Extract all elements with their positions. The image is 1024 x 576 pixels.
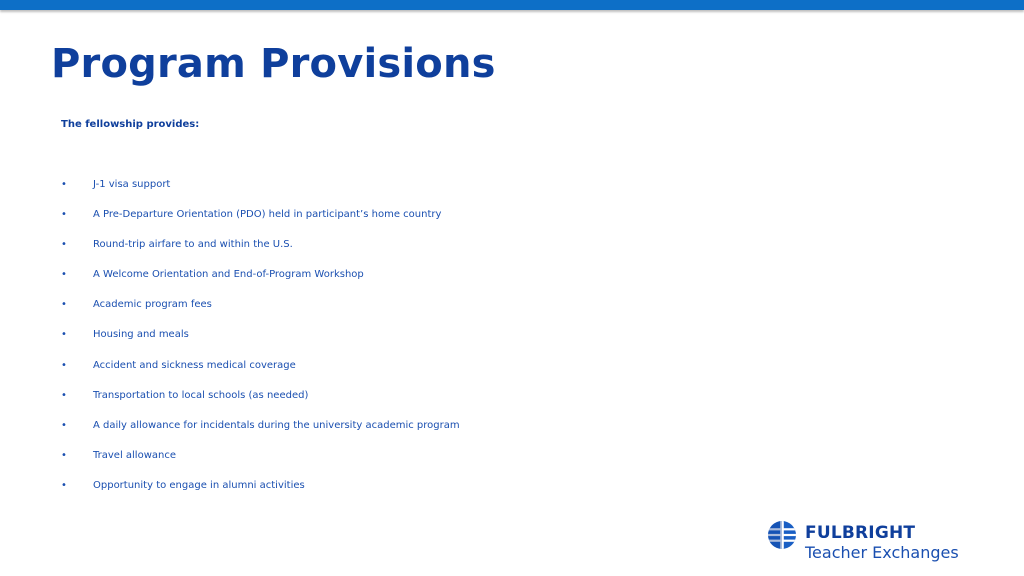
fulbright-globe-icon	[767, 520, 797, 550]
intro-text: The fellowship provides:	[61, 119, 200, 130]
bullet: •	[61, 239, 67, 251]
list-item-text: Opportunity to engage in alumni activities	[93, 479, 305, 491]
bullet: •	[61, 389, 67, 401]
bullet: •	[61, 449, 67, 461]
list-item-text: A daily allowance for incidentals during the university academic program	[93, 419, 460, 431]
list-item-text: Academic program fees	[93, 299, 212, 311]
list-item-text: Round-trip airfare to and within the U.S.	[93, 239, 293, 251]
list-item-text: J-1 visa support	[93, 179, 171, 190]
bullet: •	[61, 269, 67, 281]
bullet: •	[61, 359, 67, 371]
logo-wordmark: FULBRIGHT	[805, 523, 916, 543]
bullet: •	[61, 209, 67, 221]
list-item-text: A Welcome Orientation and End-of-Program Workshop	[93, 269, 364, 281]
list-item-text: Transportation to local schools (as needed)	[93, 389, 309, 401]
top-accent-bar	[0, 0, 1024, 10]
list-item-text: Accident and sickness medical coverage	[93, 359, 296, 371]
list-item-text: Travel allowance	[93, 449, 177, 461]
slide-title: Program Provisions	[51, 41, 496, 87]
fulbright-logo	[767, 519, 977, 565]
bullet: •	[61, 329, 67, 341]
logo-subtitle: Teacher Exchanges	[805, 543, 959, 562]
list-item-text: A Pre-Departure Orientation (PDO) held in participant’s home country	[93, 209, 442, 221]
list-item-text: Housing and meals	[93, 329, 189, 341]
bullet: •	[61, 299, 67, 311]
bullet: •	[61, 419, 67, 431]
bullet: •	[61, 479, 67, 491]
bullet: •	[61, 179, 67, 190]
